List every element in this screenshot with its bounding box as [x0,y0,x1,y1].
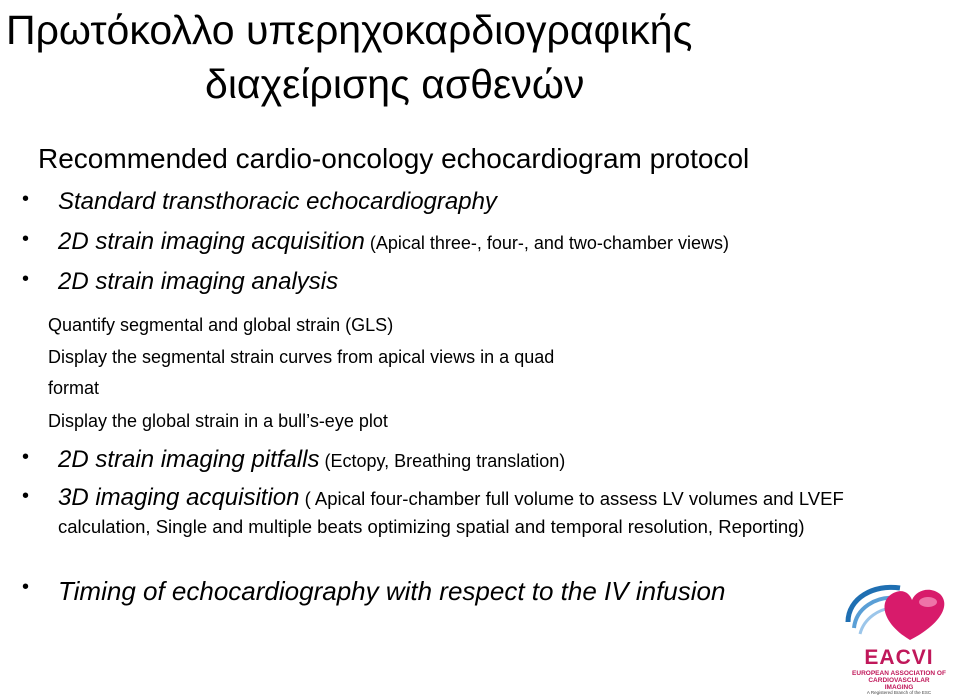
bullet-dot: • [22,228,30,250]
bullet-main-text: 2D strain imaging acquisition [58,228,365,255]
sub-item: Display the global strain in a bull’s-eye plot [48,411,388,431]
bullet-dot: • [22,446,30,468]
bullet-main-text: 3D imaging acquisition [58,484,300,511]
bullet-3d-text [58,484,938,541]
logo-name-line: EUROPEAN ASSOCIATION OF [852,670,946,677]
logo-heart-icon [884,590,944,640]
sub-item: Quantify segmental and global strain (GLS) [48,315,394,335]
bullet-note-text: ( Apical four-chamber full volume to assess LV volumes and LVEF calculation, Single and multiple beats optimizing spatial and temporal resolution, Reporting) [58,488,844,537]
bullet-main-text: 2D strain imaging analysis [58,268,339,295]
logo-highlight-icon [919,597,937,607]
page-title-line-1: Πρωτόκολλο υπερηχοκαρδιογραφικής [6,7,693,53]
sub-item: format [48,378,100,398]
page-title-line-2: διαχείρισης ασθενών [205,61,585,107]
bullet-main-text: Timing of echocardiography with respect to the IV infusion [58,576,726,606]
eacvi-logo [840,578,958,696]
heart-logo-icon [840,578,958,648]
bullet-text-group [58,228,729,257]
logo-name-line: IMAGING [884,684,914,691]
protocol-subtitle: Recommended cardio-oncology echocardiogram protocol [38,143,750,174]
bullet-main-text: 2D strain imaging pitfalls [58,446,320,473]
bullet-note-text: (Apical three-, four-, and two-chamber views) [364,233,729,253]
bullet-dot: • [22,188,30,210]
logo-tagline: A Registered Branch of the ESC [866,690,932,695]
logo-name-line: CARDIOVASCULAR [868,677,930,684]
bullet-dot: • [22,268,30,290]
sub-item: Display the segmental strain curves from apical views in a quad [48,347,555,367]
logo-acronym: EACVI [864,646,934,669]
bullet-note-text: (Ectopy, Breathing translation) [319,451,566,471]
bullet-main-text: Standard transthoracic echocardiography [58,188,497,215]
bullet-dot: • [22,485,30,507]
bullet-dot: • [22,576,30,598]
bullet-text-group [58,446,565,475]
